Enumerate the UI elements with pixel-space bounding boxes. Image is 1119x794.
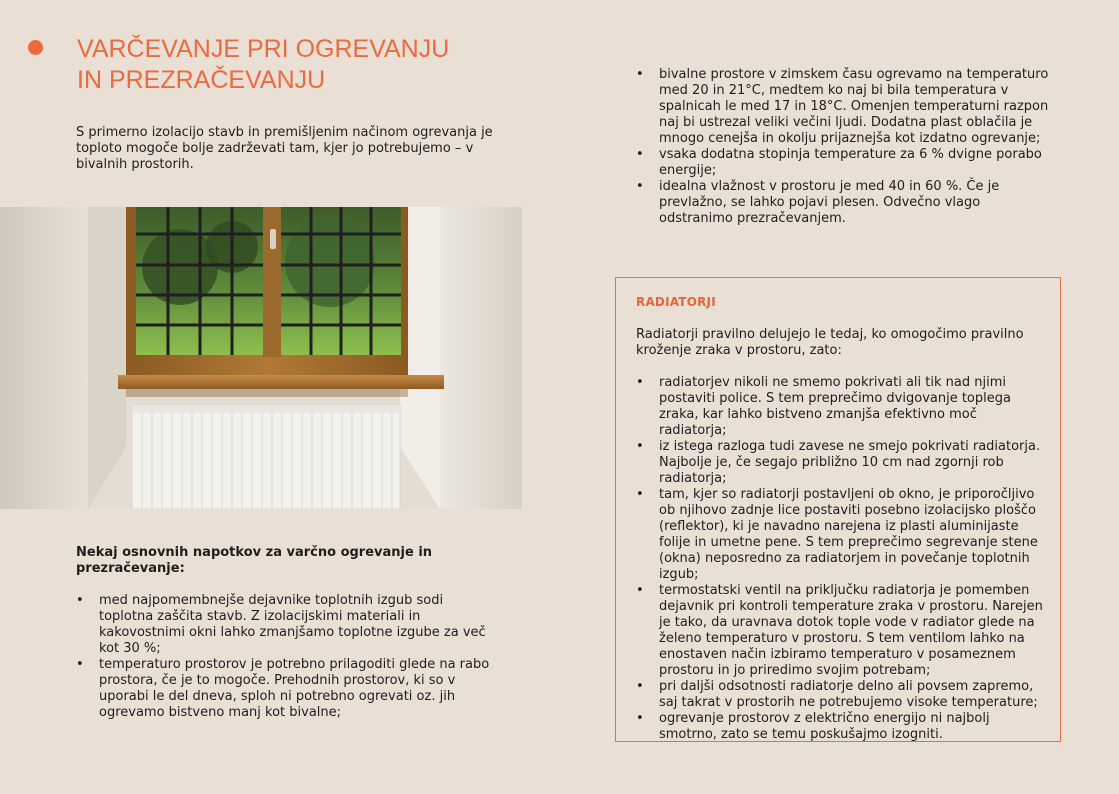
- radiators-list: [636, 375, 1048, 743]
- list-item: • med najpomembnejše dejavnike toplotnih izgub sodi toplotna zaščita stavb. Z izolacijskimi materiali in kakovostnimi okni lahko zmanjšamo toplotne izgube za več kot 30 %;: [76, 593, 494, 657]
- list-item: • vsaka dodatna stopinja temperature za 6 % dvigne porabo energije;: [636, 147, 1054, 179]
- page-title: [77, 34, 517, 96]
- list-item: • temperaturo prostorov je potrebno prilagoditi glede na rabo prostora, če je to mogoče. Prehodnih prostorov, ki so v uporabi le del dneva, sploh ni potrebno ogrevati oz. jih ogrevamo bistveno manj kot bivalne;: [76, 657, 494, 721]
- bullet-dot-icon: [28, 40, 43, 55]
- list-item: • pri daljši odsotnosti radiatorje delno ali povsem zapremo, saj takrat v prostorih ne potrebujemo visoke temperature;: [636, 679, 1048, 711]
- list-item: • idealna vlažnost v prostoru je med 40 in 60 %. Če je prevlažno, se lahko pojavi plesen. Odvečno vlago odstranimo prezračevanjem.: [636, 179, 1054, 227]
- list-item: • ogrevanje prostorov z električno energijo ni najbolj smotrno, zato se temu poskušajmo izogniti.: [636, 711, 1048, 743]
- list-item: • radiatorjev nikoli ne smemo pokrivati ali tik nad njimi postaviti police. S tem preprečimo dvigovanje toplega zraka, kar lahko bistveno zmanjša efektivno moč radiatorja;: [636, 375, 1048, 439]
- tips-list-continued: [636, 67, 1054, 227]
- tips-heading: Nekaj osnovnih napotkov za varčno ogrevanje in prezračevanje:: [76, 545, 433, 576]
- radiators-intro: Radiatorji pravilno delujejo le tedaj, ko omogočimo pravilno kroženje zraka v prostoru, zato:: [636, 327, 1024, 358]
- radiators-box: [615, 277, 1061, 742]
- tips-list: [76, 593, 494, 721]
- list-item: • tam, kjer so radiatorji postavljeni ob okno, je priporočljivo ob njihovo zadnje lice postaviti posebno izolacijsko ploščo (reflektor), ki je navadno narejena iz plasti aluminijaste folije in umetne pene. S tem preprečimo segrevanje stene (okna) neposredno za radiatorjem in povečanje toplotnih izgub;: [636, 487, 1048, 583]
- list-item: • termostatski ventil na priključku radiatorja je pomemben dejavnik pri kontroli temperature zraka v prostoru. Narejen je tako, da uravnava dotok tople vode v radiator glede na želeno temperaturo v prostoru. S tem ventilom lahko na enostaven način izbiramo temperaturo v posameznem prostoru in jo priredimo svojim potrebam;: [636, 583, 1048, 679]
- list-item: • bivalne prostore v zimskem času ogrevamo na temperaturo med 20 in 21°C, medtem ko naj bi bila temperatura v spalnicah le med 17 in 18°C. Omenjen temperaturni razpon naj bi ustrezal veliki večini ljudi. Dodatna plast oblačila je mnogo cenejša in okolju prijaznejša kot izdatno ogrevanje;: [636, 67, 1054, 147]
- list-item: • iz istega razloga tudi zavese ne smejo pokrivati radiatorja. Najbolje je, če segajo približno 10 cm nad zgornji rob radiatorja;: [636, 439, 1048, 487]
- page-title-line-2: IN PREZRAČEVANJU: [77, 66, 326, 94]
- intro-paragraph: S primerno izolacijo stavb in premišljenim načinom ogrevanja je toploto mogoče bolje zadrževati tam, kjer jo potrebujemo – v bivalnih prostorih.: [76, 125, 493, 172]
- window-radiator-photo: [0, 207, 522, 509]
- page-title-line-1: VARČEVANJE PRI OGREVANJU: [77, 35, 450, 63]
- radiators-title: RADIATORJI: [636, 295, 716, 309]
